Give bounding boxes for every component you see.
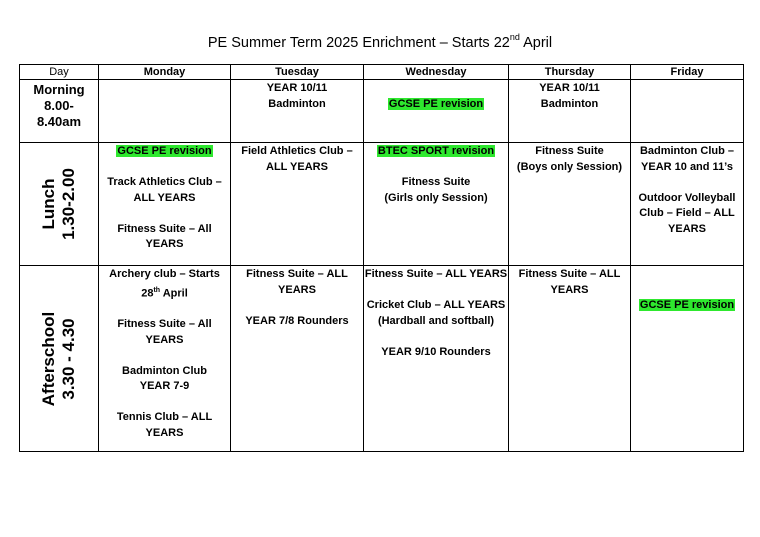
cell-line: ALL YEARS [266,160,328,173]
morning-label [20,80,99,143]
cell-line: Badminton Club [122,364,207,377]
cell-line: YEAR 7-9 [139,380,190,393]
lunch-label [20,143,99,266]
cell-line: Club – Field – ALL [639,207,735,219]
header-wednesday: Wednesday [364,65,509,80]
morning-wednesday-cell [364,80,509,143]
cell-line: Badminton Club – [639,145,735,157]
cell-line: YEARS [668,222,706,235]
page-title [0,33,760,51]
cell-line: YEAR 7/8 Rounders [245,314,349,327]
title-tail: April [519,34,553,51]
header-thursday: Thursday [509,65,631,80]
lunch-tuesday-cell [231,143,364,266]
lunch-friday-cell [631,143,744,266]
cell-line: Archery club – Starts [109,268,220,280]
cell-line: (Hardball and softball) [377,314,495,327]
afterschool-thursday-cell [509,266,631,452]
cell-line: Track Athletics Club – [107,176,222,188]
cell-line: Fitness Suite – All [117,222,212,235]
afterschool-friday-cell [631,266,744,452]
afterschool-wednesday-cell [364,266,509,452]
cell-line: Fitness Suite – ALL YEARS [364,268,508,280]
cell-line: YEARS [145,426,184,439]
title-superscript: nd [509,32,520,42]
cell-line: Fitness Suite [535,145,604,157]
cell-line: Field Athletics Club – [241,145,353,157]
cell-line: YEARS [145,333,184,346]
afterschool-monday-cell [99,266,231,452]
cell-line: YEAR 10 and 11’s [641,160,733,173]
header-monday: Monday [99,65,231,80]
morning-label-line: 8.40am [36,114,82,129]
cell-line: ALL YEARS [133,191,196,204]
cell-line: YEARS [145,238,184,250]
lunch-thursday-cell [509,143,631,266]
cell-line: Fitness Suite – ALL [246,268,348,280]
cell-line: Fitness Suite – All [117,318,212,331]
title-text: PE Summer Term 2025 Enrichment – Starts 22 [207,34,510,51]
afterschool-row [20,266,744,452]
afterschool-tuesday-cell [231,266,364,452]
morning-friday-cell [631,80,744,143]
header-tuesday: Tuesday [231,65,364,80]
lunch-label-line: 1.30-2.00 [59,168,78,240]
cell-line: Outdoor Volleyball [638,191,736,204]
morning-label-line: Morning [33,82,85,97]
enrichment-timetable [19,64,744,452]
date-superscript: th [153,286,161,294]
header-row [20,65,744,80]
morning-monday-cell [99,80,231,143]
lunch-monday-cell [99,143,231,266]
header-day: Day [20,65,99,80]
cell-line: (Boys only Session) [516,160,623,173]
highlighted-activity: GCSE PE revision [639,299,735,311]
cell-line: YEARS [550,283,589,296]
date-month: April [160,287,188,300]
cell-line: Fitness Suite – ALL [518,268,621,280]
cell-line: YEARS [278,283,316,296]
cell-line: Tennis Club – ALL [116,411,213,424]
afterschool-label-line: 3.30 - 4.30 [59,317,78,400]
cell-line: Fitness Suite [401,176,471,188]
morning-thursday-cell [509,80,631,143]
cell-line: Badminton [268,97,326,110]
cell-line [99,283,230,302]
highlighted-activity: GCSE PE revision [388,97,484,110]
cell-line: YEAR 10/11 [539,82,600,94]
morning-tuesday-cell [231,80,364,143]
morning-label-line: 8.00- [44,98,74,113]
afterschool-label-line: Afterschool [39,311,58,406]
cell-line: Badminton [540,97,599,110]
highlighted-activity: GCSE PE revision [117,145,212,157]
header-friday: Friday [631,65,744,80]
cell-line: Cricket Club – ALL YEARS [366,299,506,311]
lunch-row [20,143,744,266]
cell-line: YEAR 10/11 [266,82,328,94]
lunch-wednesday-cell [364,143,509,266]
cell-line: (Girls only Session) [384,191,488,204]
cell-line: YEAR 9/10 Rounders [381,345,491,358]
afterschool-label [20,266,99,452]
date-number: 28 [141,287,154,300]
highlighted-activity: BTEC SPORT revision [377,145,495,157]
lunch-label-line: Lunch [39,178,58,230]
morning-row [20,80,744,143]
